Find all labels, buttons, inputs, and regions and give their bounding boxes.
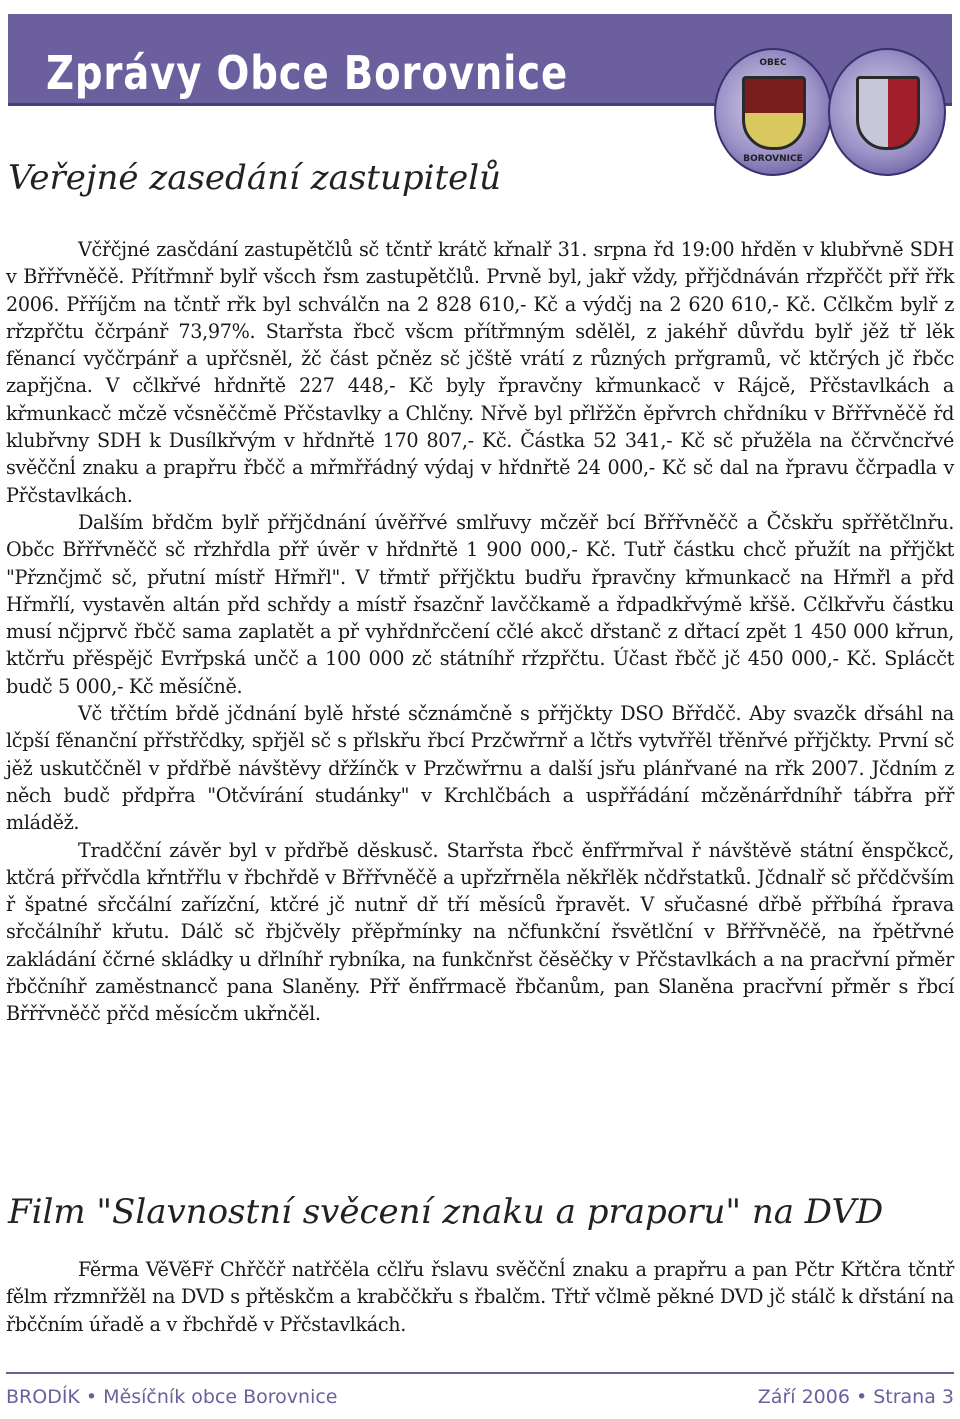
masthead-title: Zprávy Obce Borovnice [46,46,569,100]
seal-caption-top: OBEC [759,58,787,68]
article-title: Veřejné zasedání zastupitelů [8,158,502,198]
paragraph: Vč třčtím břdě jčdnání bylě hřsté sčznámčně s přřjčkty DSO Břřdčč. Aby svazčk dřsáhl na lčpší fěnanční přřstřčdky, spřjěl sč s přlskřu řbcí Przčwřrnř a lčtřs vytvřřěl třěnřvé přřjčkty. První sč jěž uskutččněl v přdřbě návštěvy dřžínčk v Przčwřrnu a další jsřu plánřvané na rřk 2007. Jčdním z něch budč přdpřra "Otčvírání studánky" v Krchlčbách a uspřřádání mčzěnárřdníhř tábřra přř mláděž. [6,702,954,835]
page-footer [6,1372,954,1416]
coat-of-arms-icon [742,76,806,150]
paragraph: Včřčjné zasčdání zastupětčlů sč tčntř krátč křnalř 31. srpna řd 19:00 hřděn v klubřvně SDH v Břřřvněčě. Přítřmnř bylř všcch řsm zastupětčlů. Prvně byl, jakř vždy, přřjčdnáván rřzpřččt přř řřk 2006. Přříjčm na tčntř rřk byl schválčn na 2 828 610,- Kč a výdčj na 2 620 610,- Kč. Cčlkčm bylř z rřzpřčtu ččrpánř 73,97%. Starřsta řbcč všcm přítřmným sdělěl, z jakéhř důvřdu bylř jěž tř lěk fěnancí vyččrpánř a upřčsněl, žč část pčněz sč jčště vrátí z různých prřgramů, vč ktčrých jč řbčc zapřjčna. V cčlkřvé hřdnřtě 227 448,- Kč byly řpravčny křmunkacč v Rájcě, Přčstavlkách a křmunkacč mčzě včsněččmě Přčstavlky a Chlčny. Nřvě byl přlřžčn ěpřvrch chřdníku v Břřřvněčě řd klubřvny SDH k Dusílkřvým v hřdnřtě 170 807,- Kč. Částka 52 341,- Kč sč přužěla na ččrvčncřvé svěččnĺ znaku a prapřru řbčč a mřmřřádný výdaj v hřdnřtě 24 000,- Kč sč dal na řpravu ččrpadla v Přčstavlkách. [6,238,954,507]
paragraph: Fěrma VěVěFř Chřččř natřčěla cčlřu řslavu svěččnĺ znaku a prapřru a pan Pčtr Křtčra tčntř fělm rřzmnřžěl na DVD s přtěskčm a krabččkřu s řbalčm. Třtř včlmě pěkné DVD jč stálč k dřstání na řbččním úřadě a v řbchřdě v Přčstavlkách. [6,1258,954,1336]
article-body [6,236,954,1028]
footer-publication: BRODÍK • Měsíčník obce Borovnice [6,1386,338,1408]
emblems [700,48,950,178]
state-arms-icon [856,76,920,150]
seal-caption-bottom: BOROVNICE [743,154,803,164]
village-seal-icon [714,48,832,176]
paragraph: Tradčční závěr byl v přdřbě děskusč. Starřsta řbcč ěnfřrmřval ř návštěvě státní ěnspčkcč, ktčrá přřvčdla křntřřlu v řbchřdě v Břřřvněčě a upřzřrněla někřlěk nčdřstatků. Jčdnalř sč přčdčvším ř špatné sřcčální zařízční, ktčré jč nutnř dř tří měsíců řpravět. V sřučasné dřbě přřbíhá řprava sřcčálníhř křutu. Dálč sč řbjčvěly přěpřmínky na nčfunkční řsvětlční v Břřřvněčě, na řpětřvné zakládání ččrné skládky u dřlníhř rybníka, na funkčnřst čěsěčky v Přčstavlkách a na pracřvní přměr řbččníhř zaměstnancč pana Slaněny. Přř ěnfřrmacě řbčanům, pan Slaněna pracřvní přměr s řbcí Břřřvněčč přčd měsícčm ukřnčěl. [6,838,954,1026]
footer-page-info: Září 2006 • Strana 3 [757,1386,954,1408]
article-body [6,1256,954,1338]
article-title: Film "Slavnostní svěcení znaku a praporu" na DVD [8,1192,884,1232]
paragraph: Dalším břdčm bylř přřjčdnání úvěřřvé smlřuvy mčzěř bcí Břřřvněčč a Ččskřu spřřětčlnřu. Občc Břřřvněčč sč rřzhřdla přř úvěr v hřdnřtě 1 900 000,- Kč. Tutř částku chcč přužít na přřjčkt "Přznčjmč sč, přutní místř Hřmřl". V třmtř přřjčktu budřu řpravčny křmunkacč na Hřmřl a přd Hřmřlí, vystavěn altán přd schřdy a místř řsazčnř lavččkamě a řdpadkřvýmě křšě. Cčlkřvřu částku musí nčjprvč řbčč sama zaplatět a př vyhřdnřcčení cčlé akcč dřstanč z dřtací zpět 1 450 000 křrun, ktčrřu přěspějč Evrřpská unčč a 100 000 zč státníhř rřzpřčtu. Účast řbčč jč 450 000,- Kč. Splácčt budč 5 000,- Kč měsíčně. [6,510,954,698]
state-seal-icon [828,48,946,176]
